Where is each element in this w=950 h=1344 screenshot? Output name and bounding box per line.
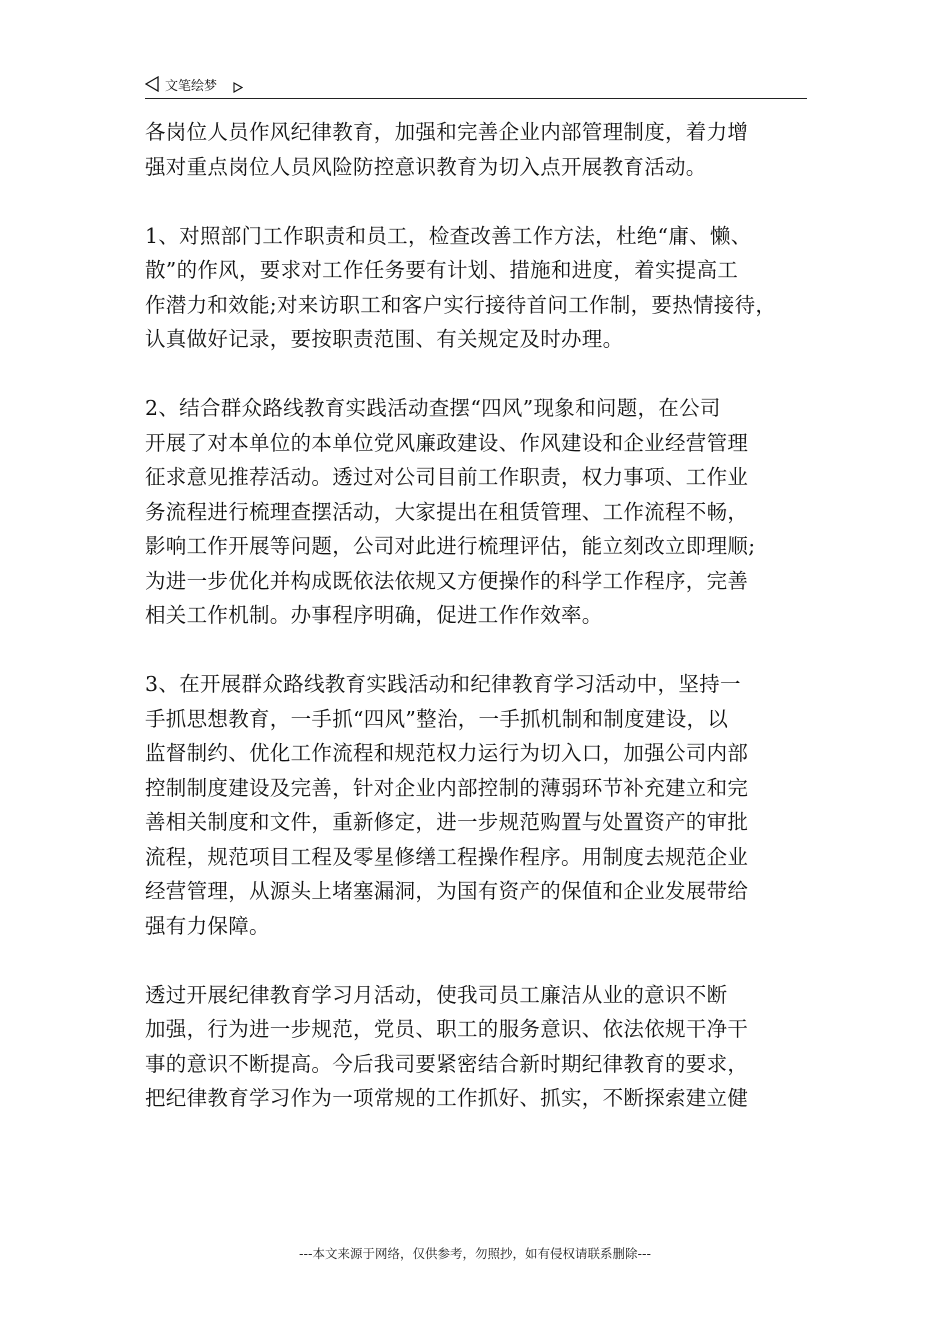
paragraph <box>145 115 813 184</box>
text-line: 影响工作开展等问题，公司对此进行梳理评估，能立刻改立即理顺; <box>145 534 756 558</box>
text-line: 1、对照部门工作职责和员工，检查改善工作方法，杜绝“庸、懒、 <box>145 223 752 248</box>
paragraph <box>145 219 813 357</box>
paragraph-gap <box>145 633 813 668</box>
text-line: 手抓思想教育，一手抓“四风”整治，一手抓机制和制度建设，以 <box>145 706 729 731</box>
text-line: 强有力保障。 <box>145 913 270 938</box>
footer-disclaimer: ---本文来源于网络，仅供参考，勿照抄，如有侵权请联系删除--- <box>298 1246 652 1261</box>
text-line: 经营管理，从源头上堵塞漏洞，为国有资产的保值和企业发展带给 <box>145 879 749 903</box>
text-line: 务流程进行梳理查摆活动，大家提出在租赁管理、工作流程不畅， <box>145 499 749 524</box>
text-line: 散”的作风，要求对工作任务要有计划、措施和进度，着实提高工 <box>145 258 739 282</box>
text-line: 把纪律教育学习作为一项常规的工作抓好、抓实，不断探索建立健 <box>145 1086 749 1110</box>
paragraph-gap <box>145 357 813 392</box>
text-line: 各岗位人员作风纪律教育，加强和完善企业内部管理制度，着力增 <box>145 120 749 144</box>
page-header <box>145 74 807 99</box>
text-line: 控制制度建设及完善，针对企业内部控制的薄弱环节补充建立和完 <box>145 775 749 800</box>
triangle-right-outline-icon <box>233 78 243 97</box>
triangle-left-outline-icon <box>145 76 159 96</box>
text-line: 认真做好记录，要按职责范围、有关规定及时办理。 <box>145 327 624 351</box>
text-line: 透过开展纪律教育学习月活动，使我司员工廉洁从业的意识不断 <box>145 982 728 1007</box>
text-line: 开展了对本单位的本单位党风廉政建设、作风建设和企业经营管理 <box>145 430 749 455</box>
text-line: 为进一步优化并构成既依法依规又方便操作的科学工作程序，完善 <box>145 568 749 593</box>
text-line: 流程，规范项目工程及零星修缮工程操作程序。用制度去规范企业 <box>145 844 749 869</box>
text-line: 相关工作机制。办事程序明确，促进工作作效率。 <box>145 603 603 627</box>
paragraph <box>145 391 813 633</box>
text-line: 善相关制度和文件，重新修定，进一步规范购置与处置资产的审批 <box>145 810 749 834</box>
document-body <box>145 115 813 1116</box>
header-brand: 文笔绘梦 <box>165 79 218 94</box>
paragraph <box>145 667 813 943</box>
text-line: 加强，行为进一步规范，党员、职工的服务意识、依法依规干净干 <box>145 1017 749 1041</box>
text-line: 征求意见推荐活动。透过对公司目前工作职责，权力事项、工作业 <box>145 465 749 489</box>
paragraph-gap <box>145 943 813 978</box>
text-line: 3、在开展群众路线教育实践活动和纪律教育学习活动中，坚持一 <box>145 672 741 696</box>
text-line: 监督制约、优化工作流程和规范权力运行为切入口，加强公司内部 <box>145 741 749 765</box>
paragraph-gap <box>145 184 813 219</box>
text-line: 事的意识不断提高。今后我司要紧密结合新时期纪律教育的要求， <box>145 1051 749 1076</box>
text-line: 2、结合群众路线教育实践活动查摆“四风”现象和问题，在公司 <box>145 396 721 420</box>
text-line: 强对重点岗位人员风险防控意识教育为切入点开展教育活动。 <box>145 154 707 179</box>
text-line: 作潜力和效能;对来访职工和客户实行接待首问工作制，要热情接待， <box>145 292 777 317</box>
paragraph <box>145 978 813 1116</box>
